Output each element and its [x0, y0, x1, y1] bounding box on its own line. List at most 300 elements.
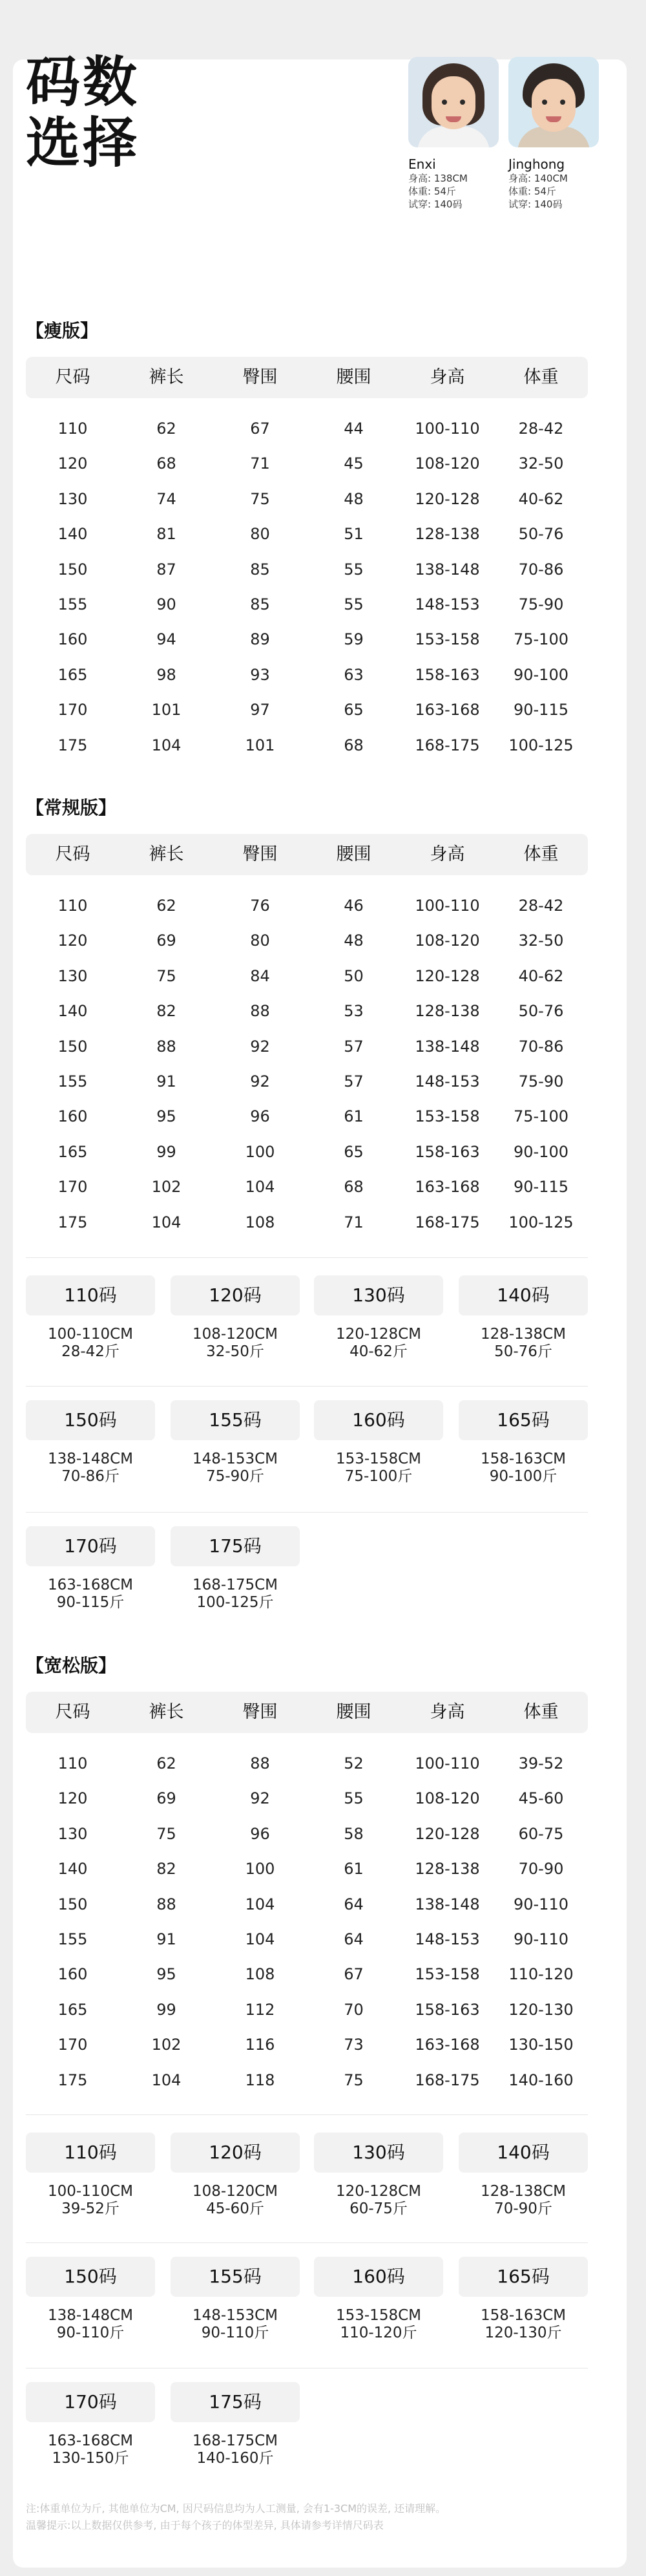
table-cell: 110 [57, 420, 88, 438]
table-cell: 55 [344, 595, 364, 613]
size-chip [171, 2382, 300, 2467]
table-cell: 52 [344, 1754, 364, 1772]
table-cell: 92 [250, 1789, 270, 1808]
size-chip-label: 140码 [459, 1275, 588, 1315]
table-cell: 55 [344, 1789, 364, 1808]
table-cell: 59 [344, 630, 364, 649]
table-cell: 110 [57, 1754, 88, 1772]
size-chip-label: 110码 [26, 2133, 155, 2173]
table-cell: 153-158 [415, 1107, 480, 1126]
size-chip [26, 1526, 155, 1612]
table-cell: 98 [156, 665, 176, 684]
table-cell: 101 [245, 736, 275, 754]
size-chip-label: 120码 [171, 1275, 300, 1315]
section-title-regular: 【常规版】 [26, 797, 117, 818]
table-cell: 65 [344, 701, 364, 719]
table-cell: 153-158 [415, 630, 480, 649]
table-cell: 63 [344, 665, 364, 684]
table-cell: 88 [250, 1002, 270, 1021]
table-cell: 61 [344, 1860, 364, 1879]
model-tried-size: 试穿: 140码 [508, 198, 563, 210]
table-cell: 32-50 [518, 454, 564, 473]
size-chip-label: 165码 [459, 1400, 588, 1440]
size-chip [171, 1400, 300, 1485]
section-title-slim: 【瘦版】 [26, 320, 99, 341]
table-cell: 108-120 [415, 1789, 480, 1808]
size-chip-height: 158-163CM [480, 1451, 566, 1467]
table-cell: 62 [156, 420, 176, 438]
column-header: 尺码 [55, 367, 90, 387]
size-chip-label: 120码 [171, 2133, 300, 2173]
table-cell: 163-168 [415, 701, 480, 719]
size-chip-height: 138-148CM [47, 2307, 133, 2324]
table-cell: 170 [57, 1178, 88, 1197]
table-cell: 50-76 [518, 525, 564, 544]
size-chip [314, 1400, 443, 1485]
table-cell: 71 [250, 454, 270, 473]
table-cell: 168-175 [415, 2070, 480, 2089]
size-chip [314, 2257, 443, 2342]
size-chip [171, 1526, 300, 1612]
table-cell: 96 [250, 1107, 270, 1126]
model-tried-size: 试穿: 140码 [408, 198, 463, 210]
table-cell: 91 [156, 1072, 176, 1091]
size-chip-weight: 40-62斤 [349, 1343, 408, 1360]
table-cell: 128-138 [415, 1860, 480, 1879]
table-cell: 104 [245, 1895, 275, 1913]
table-row [26, 1746, 588, 1781]
table-cell: 118 [245, 2070, 275, 2089]
table-cell: 108-120 [415, 931, 480, 950]
table-cell: 90-110 [513, 1895, 568, 1913]
size-chip-weight: 110-120斤 [340, 2325, 417, 2341]
table-cell: 95 [156, 1965, 176, 1984]
table-cell: 93 [250, 665, 270, 684]
table-cell: 57 [344, 1072, 364, 1091]
size-chip-weight: 45-60斤 [206, 2200, 264, 2217]
size-chip-weight: 140-160斤 [196, 2450, 274, 2467]
table-cell: 67 [250, 420, 270, 438]
table-cell: 40-62 [518, 489, 564, 508]
column-header: 体重 [523, 367, 559, 387]
table-cell: 104 [245, 1178, 275, 1197]
table-row [26, 1134, 588, 1169]
table-cell: 75-90 [518, 595, 564, 613]
size-chip-weight: 90-110斤 [201, 2325, 269, 2341]
table-cell: 120-128 [415, 489, 480, 508]
size-chip [314, 2133, 443, 2218]
table-cell: 44 [344, 420, 364, 438]
table-cell: 90-100 [513, 1142, 568, 1161]
table-cell: 50 [344, 966, 364, 985]
table-cell: 48 [344, 931, 364, 950]
table-cell: 100-110 [415, 420, 480, 438]
table-cell: 130 [57, 1824, 88, 1843]
size-chip-height: 120-128CM [335, 1326, 421, 1343]
table-cell: 148-153 [415, 1072, 480, 1091]
table-cell: 68 [344, 1178, 364, 1197]
table-cell: 76 [250, 897, 270, 915]
table-cell: 46 [344, 897, 364, 915]
table-cell: 73 [344, 2036, 364, 2054]
size-chip-weight: 60-75斤 [349, 2200, 408, 2217]
table-cell: 100 [245, 1142, 275, 1161]
table-cell: 70-86 [518, 1037, 564, 1056]
table-cell: 150 [57, 1895, 88, 1913]
size-chip-height: 168-175CM [192, 2432, 278, 2449]
table-cell: 160 [57, 1965, 88, 1984]
section-divider [26, 2114, 588, 2115]
table-row [26, 959, 588, 994]
size-chip-weight: 70-90斤 [494, 2200, 552, 2217]
model-avatar [508, 57, 599, 147]
table-cell: 99 [156, 2000, 176, 2019]
table-cell: 62 [156, 897, 176, 915]
model-weight: 体重: 54斤 [508, 186, 556, 197]
size-chip-label: 150码 [26, 1400, 155, 1440]
table-cell: 75-100 [513, 1107, 568, 1126]
table-cell: 102 [151, 2036, 182, 2054]
table-cell: 65 [344, 1142, 364, 1161]
model-weight: 体重: 54斤 [408, 186, 456, 197]
table-cell: 90-100 [513, 665, 568, 684]
size-chip-height: 128-138CM [480, 2183, 566, 2200]
table-cell: 163-168 [415, 1178, 480, 1197]
table-cell: 112 [245, 2000, 275, 2019]
table-cell: 61 [344, 1107, 364, 1126]
size-chip-height: 148-153CM [192, 1451, 278, 1467]
table-cell: 91 [156, 1930, 176, 1948]
table-row [26, 888, 588, 923]
table-cell: 155 [57, 1072, 88, 1091]
column-header: 臀围 [242, 844, 278, 864]
size-chip-label: 155码 [171, 1400, 300, 1440]
table-cell: 75 [250, 489, 270, 508]
table-row [26, 1992, 588, 2027]
table-cell: 74 [156, 489, 176, 508]
page-title [26, 52, 140, 173]
size-chip [171, 1275, 300, 1361]
table-cell: 69 [156, 931, 176, 950]
size-chip-height: 128-138CM [480, 1326, 566, 1343]
table-row [26, 2063, 588, 2098]
table-cell: 140-160 [508, 2070, 574, 2089]
column-header: 臀围 [242, 367, 278, 387]
table-row [26, 622, 588, 657]
table-cell: 39-52 [518, 1754, 564, 1772]
table-cell: 160 [57, 630, 88, 649]
model-name: Jinghong [508, 156, 565, 172]
table-row [26, 994, 588, 1028]
title-line-1: 码数 [26, 50, 140, 114]
table-cell: 140 [57, 525, 88, 544]
table-row [26, 1781, 588, 1816]
table-cell: 170 [57, 701, 88, 719]
table-cell: 70 [344, 2000, 364, 2019]
table-cell: 104 [151, 2070, 182, 2089]
table-cell: 90 [156, 595, 176, 613]
table-cell: 40-62 [518, 966, 564, 985]
table-cell: 120 [57, 454, 88, 473]
table-cell: 48 [344, 489, 364, 508]
table-cell: 75 [344, 2070, 364, 2089]
table-cell: 168-175 [415, 1213, 480, 1231]
size-chip-weight: 130-150斤 [52, 2450, 129, 2467]
table-cell: 50-76 [518, 1002, 564, 1021]
table-row [26, 482, 588, 516]
table-cell: 80 [250, 525, 270, 544]
table-cell: 100-110 [415, 1754, 480, 1772]
table-row [26, 411, 588, 446]
table-cell: 108 [245, 1965, 275, 1984]
column-header: 身高 [430, 844, 465, 864]
title-line-2: 选择 [26, 111, 140, 175]
size-chip-label: 155码 [171, 2257, 300, 2297]
table-cell: 81 [156, 525, 176, 544]
table-cell: 100 [245, 1860, 275, 1879]
table-cell: 165 [57, 665, 88, 684]
table-cell: 64 [344, 1930, 364, 1948]
table-cell: 85 [250, 560, 270, 579]
table-cell: 158-163 [415, 2000, 480, 2019]
table-cell: 148-153 [415, 595, 480, 613]
table-cell: 71 [344, 1213, 364, 1231]
table-cell: 58 [344, 1824, 364, 1843]
table-cell: 155 [57, 1930, 88, 1948]
size-chip-height: 108-120CM [192, 2183, 278, 2200]
table-cell: 62 [156, 1754, 176, 1772]
size-chip-weight: 120-130斤 [484, 2325, 562, 2341]
table-cell: 110-120 [508, 1965, 574, 1984]
table-cell: 84 [250, 966, 270, 985]
table-cell: 45 [344, 454, 364, 473]
table-cell: 170 [57, 2036, 88, 2054]
table-row [26, 516, 588, 551]
size-chip [171, 2257, 300, 2342]
chip-divider [26, 1386, 588, 1387]
table-cell: 68 [156, 454, 176, 473]
size-chip-label: 175码 [171, 1526, 300, 1566]
table-cell: 150 [57, 1037, 88, 1056]
table-cell: 165 [57, 1142, 88, 1161]
column-header: 体重 [523, 1702, 559, 1722]
column-header: 尺码 [55, 1702, 90, 1722]
table-cell: 175 [57, 736, 88, 754]
table-row [26, 1816, 588, 1851]
model-card-jinghong [508, 57, 599, 211]
size-chip-weight: 90-110斤 [56, 2325, 125, 2341]
note-line-1: 注:体重单位为斤, 其他单位为CM, 因尺码信息均为人工测量, 会有1-3CM的误差, 还请理解。 [26, 2502, 446, 2515]
table-cell: 75 [156, 966, 176, 985]
table-cell: 90-115 [513, 701, 568, 719]
table-cell: 148-153 [415, 1930, 480, 1948]
table-row [26, 1851, 588, 1886]
table-cell: 67 [344, 1965, 364, 1984]
table-row [26, 923, 588, 958]
chip-divider [26, 1512, 588, 1513]
table-cell: 108 [245, 1213, 275, 1231]
column-header: 尺码 [55, 844, 90, 864]
size-chip [459, 2257, 588, 2342]
model-height: 身高: 140CM [508, 173, 568, 184]
table-row [26, 1957, 588, 1992]
table-cell: 158-163 [415, 1142, 480, 1161]
size-chip [26, 2257, 155, 2342]
size-chip-label: 170码 [26, 2382, 155, 2422]
table-row [26, 446, 588, 481]
table-row [26, 587, 588, 622]
table-cell: 82 [156, 1002, 176, 1021]
table-row [26, 552, 588, 587]
table-cell: 175 [57, 2070, 88, 2089]
table-cell: 100-125 [508, 1213, 574, 1231]
table-row [26, 1887, 588, 1922]
table-cell: 163-168 [415, 2036, 480, 2054]
column-header: 身高 [430, 367, 465, 387]
table-cell: 101 [151, 701, 182, 719]
table-cell: 75 [156, 1824, 176, 1843]
table-cell: 130 [57, 489, 88, 508]
table-cell: 92 [250, 1072, 270, 1091]
size-chip-height: 108-120CM [192, 1326, 278, 1343]
size-chip [459, 1400, 588, 1485]
column-header: 裤长 [149, 1702, 184, 1722]
table-cell: 116 [245, 2036, 275, 2054]
table-cell: 100-110 [415, 897, 480, 915]
size-chip-label: 140码 [459, 2133, 588, 2173]
table-cell: 75-90 [518, 1072, 564, 1091]
table-row [26, 728, 588, 763]
table-cell: 99 [156, 1142, 176, 1161]
table-cell: 153-158 [415, 1965, 480, 1984]
size-chip [26, 1400, 155, 1485]
size-chip-height: 148-153CM [192, 2307, 278, 2324]
size-chip-height: 120-128CM [335, 2183, 421, 2200]
table-row [26, 657, 588, 692]
table-cell: 138-148 [415, 560, 480, 579]
table-row [26, 2027, 588, 2062]
size-chip-weight: 90-100斤 [489, 1468, 557, 1485]
table-cell: 80 [250, 931, 270, 950]
table-cell: 87 [156, 560, 176, 579]
model-name: Enxi [408, 156, 436, 172]
table-cell: 32-50 [518, 931, 564, 950]
size-chip-label: 130码 [314, 2133, 443, 2173]
table-cell: 88 [156, 1895, 176, 1913]
table-cell: 88 [250, 1754, 270, 1772]
size-chip-weight: 70-86斤 [61, 1468, 120, 1485]
table-cell: 100-125 [508, 736, 574, 754]
column-header: 腰围 [336, 844, 371, 864]
table-cell: 104 [151, 1213, 182, 1231]
table-cell: 64 [344, 1895, 364, 1913]
size-chip-weight: 100-125斤 [196, 1594, 274, 1611]
table-cell: 175 [57, 1213, 88, 1231]
size-chip [26, 2382, 155, 2467]
table-cell: 51 [344, 525, 364, 544]
table-cell: 138-148 [415, 1037, 480, 1056]
table-row [26, 1064, 588, 1099]
table-cell: 70-90 [518, 1860, 564, 1879]
size-chip-height: 138-148CM [47, 1451, 133, 1467]
size-chip-label: 150码 [26, 2257, 155, 2297]
table-cell: 128-138 [415, 1002, 480, 1021]
table-cell: 140 [57, 1860, 88, 1879]
size-chip [314, 1275, 443, 1361]
table-cell: 102 [151, 1178, 182, 1197]
table-cell: 60-75 [518, 1824, 564, 1843]
table-header-regular [26, 834, 588, 875]
table-cell: 75-100 [513, 630, 568, 649]
section-divider [26, 1257, 588, 1258]
table-cell: 104 [151, 736, 182, 754]
table-cell: 160 [57, 1107, 88, 1126]
size-chip-label: 160码 [314, 1400, 443, 1440]
size-chip-height: 153-158CM [335, 2307, 421, 2324]
size-chip-label: 165码 [459, 2257, 588, 2297]
table-row [26, 1922, 588, 1957]
size-chip [26, 2133, 155, 2218]
table-cell: 168-175 [415, 736, 480, 754]
table-row [26, 1169, 588, 1204]
size-chip-weight: 32-50斤 [206, 1343, 264, 1360]
size-chip-weight: 75-90斤 [206, 1468, 264, 1485]
size-chip-weight: 28-42斤 [61, 1343, 120, 1360]
table-row [26, 1205, 588, 1240]
size-chip-weight: 75-100斤 [344, 1468, 413, 1485]
table-cell: 108-120 [415, 454, 480, 473]
table-cell: 94 [156, 630, 176, 649]
column-header: 腰围 [336, 1702, 371, 1722]
table-cell: 45-60 [518, 1789, 564, 1808]
size-chip-label: 175码 [171, 2382, 300, 2422]
size-chip-height: 153-158CM [335, 1451, 421, 1467]
table-cell: 69 [156, 1789, 176, 1808]
size-chip-weight: 90-115斤 [56, 1594, 125, 1611]
table-cell: 158-163 [415, 665, 480, 684]
size-chip-weight: 39-52斤 [61, 2200, 120, 2217]
size-chip-height: 100-110CM [47, 2183, 133, 2200]
table-cell: 97 [250, 701, 270, 719]
size-chip-label: 110码 [26, 1275, 155, 1315]
table-cell: 128-138 [415, 525, 480, 544]
size-chip-label: 160码 [314, 2257, 443, 2297]
table-cell: 165 [57, 2000, 88, 2019]
table-cell: 53 [344, 1002, 364, 1021]
note-line-2: 温馨提示:以上数据仅供参考, 由于每个孩子的体型差异, 具体请参考详情尺码表 [26, 2519, 384, 2531]
table-cell: 130-150 [508, 2036, 574, 2054]
column-header: 裤长 [149, 367, 184, 387]
table-row [26, 692, 588, 727]
size-chip-label: 130码 [314, 1275, 443, 1315]
table-cell: 82 [156, 1860, 176, 1879]
column-header: 臀围 [242, 1702, 278, 1722]
table-cell: 155 [57, 595, 88, 613]
column-header: 体重 [523, 844, 559, 864]
table-cell: 68 [344, 736, 364, 754]
table-header-slim [26, 357, 588, 398]
footer-note [26, 2500, 588, 2534]
table-row [26, 1029, 588, 1064]
table-cell: 88 [156, 1037, 176, 1056]
column-header: 腰围 [336, 367, 371, 387]
table-cell: 85 [250, 595, 270, 613]
table-cell: 120 [57, 931, 88, 950]
table-cell: 120 [57, 1789, 88, 1808]
size-chip-height: 168-175CM [192, 1577, 278, 1593]
table-cell: 150 [57, 560, 88, 579]
table-cell: 57 [344, 1037, 364, 1056]
